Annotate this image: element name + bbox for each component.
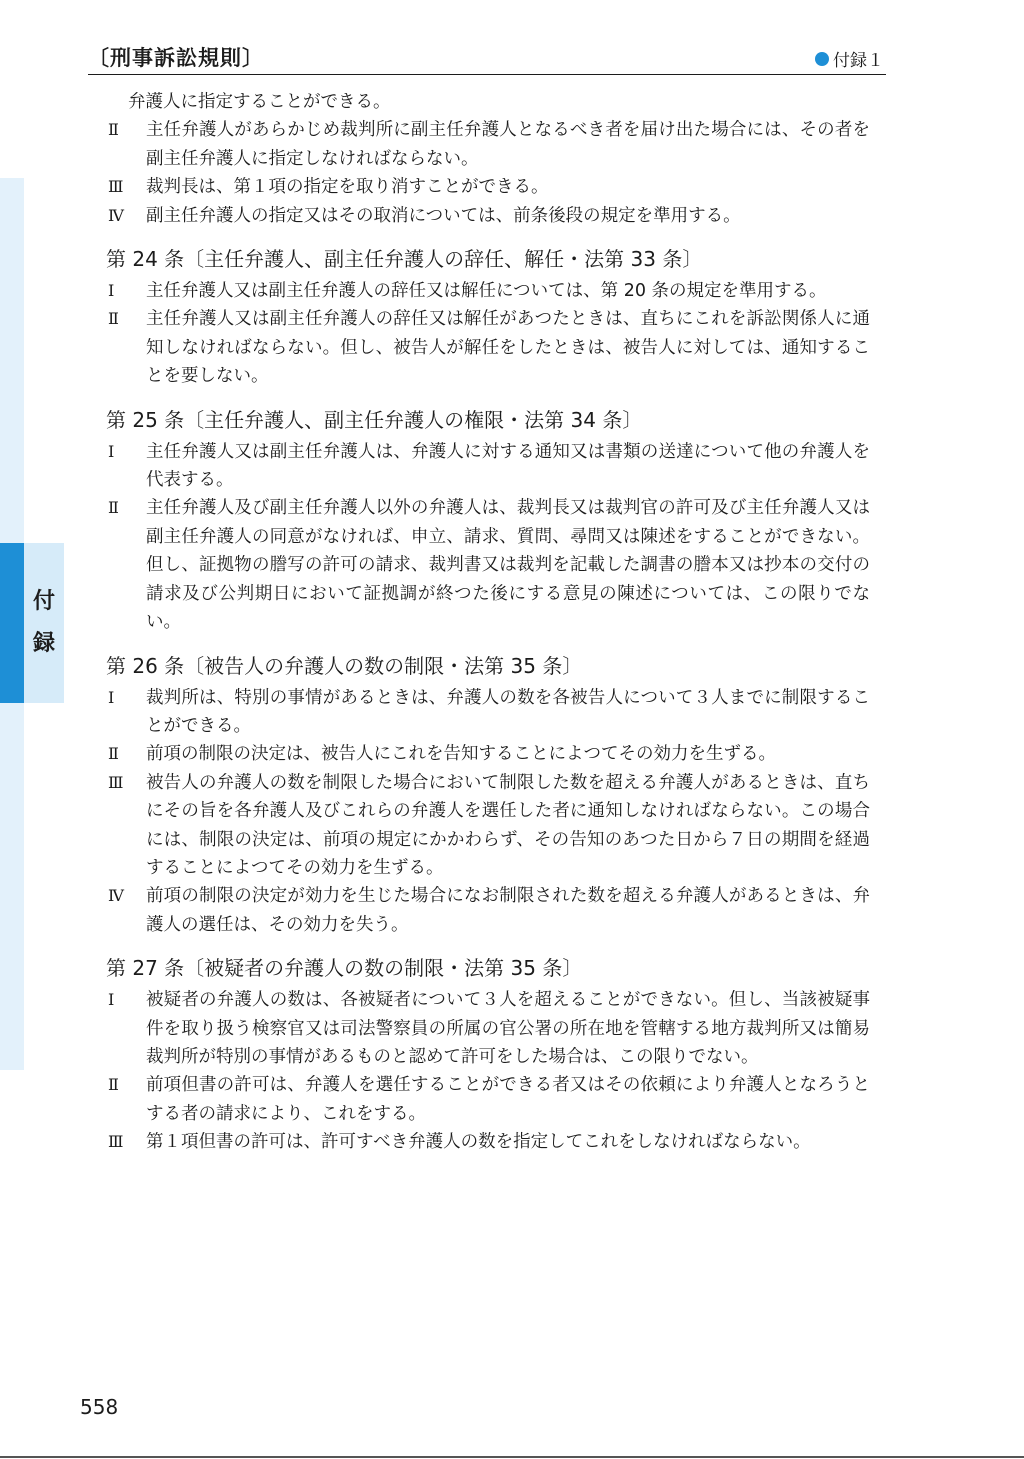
clause-number: Ⅰ (108, 441, 115, 461)
clause-number: Ⅰ (108, 990, 115, 1010)
clause-text: 第１項但書の許可は、許可すべき弁護人の数を指定してこれをしなければならない。 (146, 1132, 811, 1153)
article-27 (108, 953, 870, 1156)
clause-number: Ⅲ (108, 772, 124, 792)
clause-number: Ⅳ (108, 205, 124, 225)
continued-text: 弁護人に指定することができる。 (128, 92, 391, 112)
clause (108, 1128, 870, 1156)
clause-text: 裁判長は、第１項の指定を取り消すことができる。 (146, 177, 549, 198)
clause-text: 被疑者の弁護人の数は、各被疑者について３人を超えることができない。但し、当該被疑事件を取り扱う検察官又は司法警察員の所属の官公署の所在地を管轄する地方裁判所又は簡易裁判所が特別の事情があるものと認めて許可をした場合は、この限りでない。 (146, 990, 870, 1067)
clause-number: Ⅲ (108, 177, 124, 197)
article-title: 第 27 条〔被疑者の弁護人の数の制限・法第 35 条〕 (106, 956, 583, 981)
clause-text: 前項の制限の決定が効力を生じた場合になお制限された数を超える弁護人があるときは、弁護人の選任は、その効力を失う。 (146, 886, 870, 935)
clause (108, 173, 870, 201)
clause-number: Ⅱ (108, 744, 119, 764)
appendix-tab-char: 録 (32, 631, 55, 656)
running-title: 〔刑事訴訟規則〕 (88, 46, 264, 70)
page-number: 558 (80, 1395, 119, 1419)
clause (108, 740, 870, 768)
clause (108, 1071, 870, 1128)
clause-number: Ⅳ (108, 886, 124, 906)
article-23-continuation (108, 88, 870, 230)
clause (108, 116, 870, 173)
article-title: 第 26 条〔被告人の弁護人の数の制限・法第 35 条〕 (106, 653, 583, 678)
clause-number: Ⅱ (108, 1075, 119, 1095)
clause-number: Ⅱ (108, 498, 119, 518)
appendix-tab (24, 543, 64, 703)
article-title: 第 24 条〔主任弁護人、副主任弁護人の辞任、解任・法第 33 条〕 (106, 247, 703, 272)
main-content (108, 88, 870, 1171)
clause-text: 被告人の弁護人の数を制限した場合において制限した数を超える弁護人があるときは、直ちにその旨を各弁護人及びこれらの弁護人を選任した者に通知しなければならない。この場合には、制限の決定は、前項の規定にかかわらず、その告知のあつた日から７日の期間を経過することによつてその効力を生ずる。 (146, 772, 870, 878)
clause-text: 前項の制限の決定は、被告人にこれを告知することによつてその効力を生ずる。 (146, 744, 776, 765)
clause-text: 裁判所は、特別の事情があるときは、弁護人の数を各被告人について３人までに制限することができる。 (146, 687, 870, 736)
clause-text: 副主任弁護人の指定又はその取消については、前条後段の規定を準用する。 (146, 205, 741, 226)
bottom-rule (0, 1456, 1024, 1458)
clause (108, 882, 870, 939)
clause (108, 202, 870, 230)
clause-text: 主任弁護人又は副主任弁護人は、弁護人に対する通知又は書類の送達について他の弁護人を代表する。 (146, 441, 870, 491)
header-rule (88, 74, 886, 75)
clause-number: Ⅱ (108, 120, 119, 140)
clause (108, 305, 870, 390)
clause-text: 主任弁護人及び副主任弁護人以外の弁護人は、裁判長又は裁判官の許可及び主任弁護人又は副主任弁護人の同意がなければ、申立、請求、質問、尋問又は陳述をすることができない。但し、証拠物の謄写の許可の請求、裁判書又は裁判を記載した調書の謄本又は抄本の交付の請求及び公判期日において証拠調が終つた後にする意見の陳述については、この限りでない。 (146, 498, 870, 633)
appendix-tab-marker (0, 543, 24, 703)
clause-number: Ⅱ (108, 309, 119, 329)
clause-number: Ⅲ (108, 1132, 124, 1152)
clause (108, 684, 870, 741)
clause (108, 277, 870, 305)
article-title: 第 25 条〔主任弁護人、副主任弁護人の権限・法第 34 条〕 (106, 407, 643, 432)
clause-text: 主任弁護人があらかじめ裁判所に副主任弁護人となるべき者を届け出た場合には、その者を副主任弁護人に指定しなければならない。 (146, 120, 870, 169)
appendix-text: 付録１ (833, 51, 884, 71)
article-25 (108, 405, 870, 637)
clause-number: Ⅰ (108, 281, 115, 301)
clause (108, 986, 870, 1071)
clause (108, 769, 870, 883)
clause-text: 前項但書の許可は、弁護人を選任することができる者又はその依頼により弁護人となろうとする者の請求により、これをする。 (146, 1075, 870, 1124)
appendix-tab-char: 付 (32, 589, 55, 614)
article-26 (108, 651, 870, 940)
clause (108, 438, 870, 495)
blue-dot-icon (815, 52, 829, 66)
appendix-label (815, 46, 884, 71)
clause-text: 主任弁護人又は副主任弁護人の辞任又は解任については、第 20 条の規定を準用する。 (146, 281, 827, 302)
clause-number: Ⅰ (108, 687, 115, 707)
article-24 (108, 244, 870, 391)
clause-text: 主任弁護人又は副主任弁護人の辞任又は解任があつたときは、直ちにこれを訴訟関係人に通知しなければならない。但し、被告人が解任をしたときは、被告人に対しては、通知することを要しない。 (146, 309, 870, 387)
clause (108, 494, 870, 636)
